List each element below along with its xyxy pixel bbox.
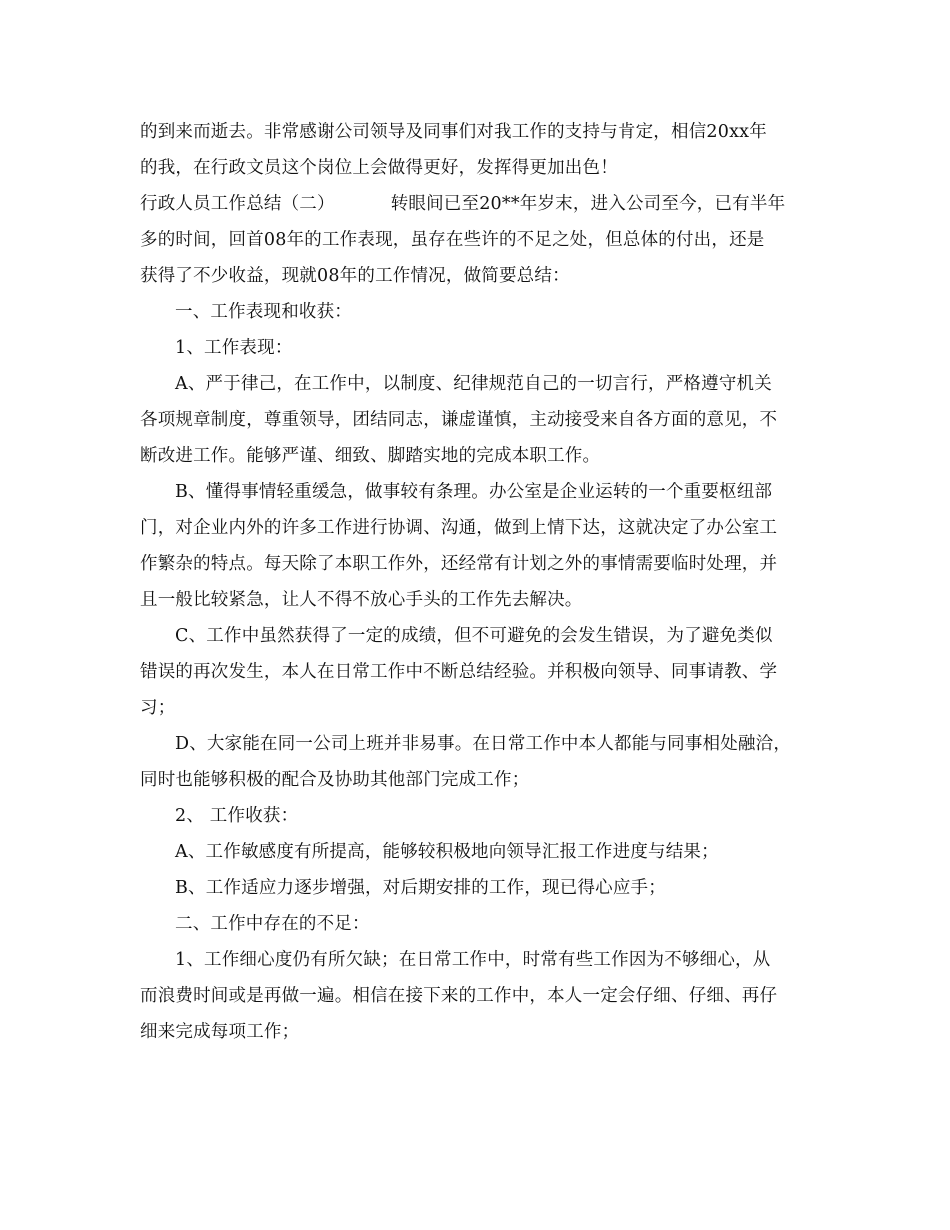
text-line: 习； [140,698,176,718]
text-line: 的我，在行政文员这个岗位上会做得更好，发挥得更加出色！ [140,158,618,178]
text-line: B、懂得事情轻重缓急，做事较有条理。办公室是企业运转的一个重要枢纽部 [175,482,773,502]
text-line: 且一般比较紧急，让人不得不放心手头的工作先去解决。 [140,590,583,610]
text-line: 转眼间已至20**年岁末，进入公司至今，已有半年 [390,194,786,214]
text-line: 错误的再次发生，本人在日常工作中不断总结经验。并积极向领导、同事请教、学 [140,662,778,682]
text-line: 的到来而逝去。非常感谢公司领导及同事们对我工作的支持与肯定，相信20xx年 [140,122,767,142]
heading-line: 1、工作表现： [175,338,293,358]
text-line: D、大家能在同一公司上班并非易事。在日常工作中本人都能与同事相处融洽， [175,734,792,754]
text-line: B、工作适应力逐步增强，对后期安排的工作，现已得心应手； [175,878,666,898]
text-line: 获得了不少收益，现就08年的工作情况，做简要总结： [140,266,570,286]
text-line: 细来完成每项工作； [140,1022,300,1042]
text-line: 各项规章制度，尊重领导，团结同志，谦虚谨慎，主动接受来自各方面的意见，不 [140,410,778,430]
text-line: A、工作敏感度有所提高，能够较积极地向领导汇报工作进度与结果； [175,842,719,862]
heading-line: 2、 工作收获： [175,806,299,826]
text-line: C、工作中虽然获得了一定的成绩，但不可避免的会发生错误，为了避免类似 [175,626,773,646]
text-line: 多的时间，回首08年的工作表现，虽存在些许的不足之处，但总体的付出，还是 [140,230,765,250]
text-line: 而浪费时间或是再做一遍。相信在接下来的工作中，本人一定会仔细、仔细、再仔 [140,986,778,1006]
text-line: 门，对企业内外的许多工作进行协调、沟通，做到上情下达，这就决定了办公室工 [140,518,778,538]
text-line: 作繁杂的特点。每天除了本职工作外，还经常有计划之外的事情需要临时处理，并 [140,554,778,574]
text-line: 1、工作细心度仍有所欠缺；在日常工作中，时常有些工作因为不够细心，从 [175,950,771,970]
section-title: 行政人员工作总结（二） [140,194,335,214]
text-line: A、严于律己，在工作中，以制度、纪律规范自己的一切言行，严格遵守机关 [175,374,772,394]
text-line: 同时也能够积极的配合及协助其他部门完成工作； [140,770,530,790]
heading-line: 二、工作中存在的不足： [175,914,370,934]
text-line: 断改进工作。能够严谨、细致、脚踏实地的完成本职工作。 [140,446,601,466]
section-title-line [140,186,820,222]
heading-line: 一、工作表现和收获： [175,302,352,322]
